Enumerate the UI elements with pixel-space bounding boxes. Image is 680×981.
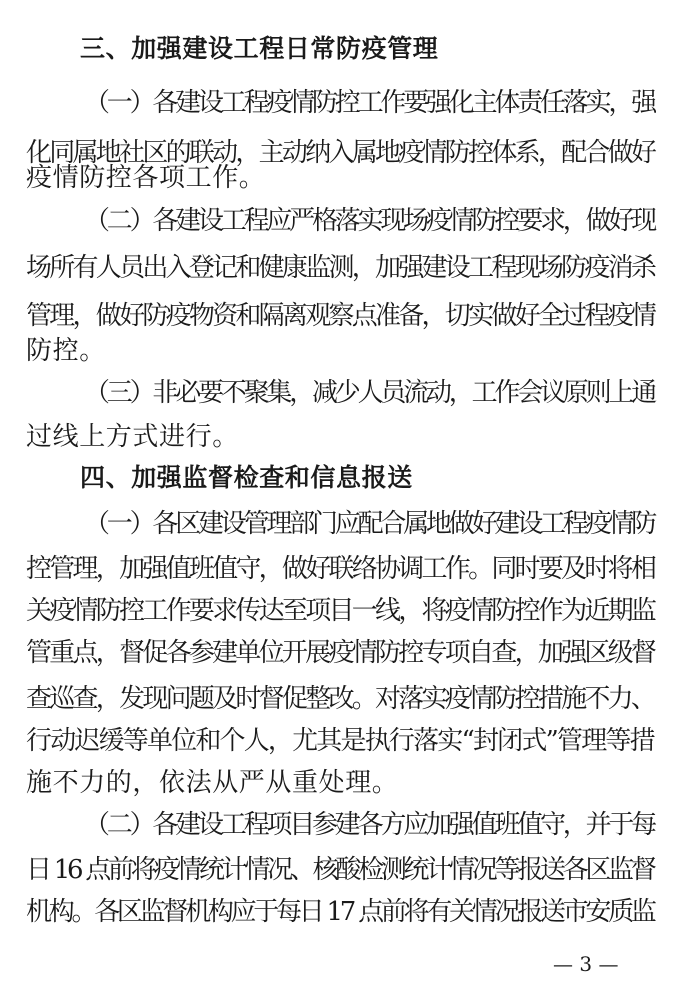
- paragraph-line: 施不力的，依法从严从重处理。: [26, 768, 399, 798]
- paragraph-line: （三）非必要不聚集，减少人员流动，工作会议原则上通: [84, 378, 655, 408]
- paragraph-line: 日 16 点前将疫情统计情况、核酸检测统计情况等报送各区监督: [26, 855, 654, 885]
- page-number: — 3 —: [553, 952, 619, 976]
- paragraph-line: （二）各建设工程应严格落实现场疫情防控要求，做好现: [84, 206, 655, 236]
- paragraph-line: 控管理，加强值班值守，做好联络协调工作。同时要及时将相: [26, 554, 655, 584]
- section-heading-4: 四、加强监督检查和信息报送: [80, 463, 413, 492]
- paragraph-line: 管理，做好防疫物资和隔离观察点准备，切实做好全过程疫情: [26, 301, 655, 331]
- paragraph-line: 过线上方式进行。: [26, 422, 239, 452]
- paragraph-line: （二）各建设工程项目参建各方应加强值班值守，并于每: [84, 810, 655, 840]
- paragraph-line: 场所有人员出入登记和健康监测，加强建设工程现场防疫消杀: [26, 253, 655, 283]
- paragraph-line: 管重点，督促各参建单位开展疫情防控专项自查，加强区级督: [26, 638, 655, 668]
- paragraph-line: 化同属地社区的联动，主动纳入属地疫情防控体系，配合做好: [26, 138, 655, 168]
- paragraph-line: 防控。: [26, 336, 106, 366]
- paragraph-line: 疫情防控各项工作。: [26, 163, 266, 193]
- section-heading-3: 三、加强建设工程日常防疫管理: [80, 34, 439, 63]
- paragraph-line: 行动迟缓等单位和个人，尤其是执行落实“封闭式”管理等措: [26, 726, 654, 756]
- paragraph-line: 机构。各区监督机构应于每日 17 点前将有关情况报送市安质监: [26, 897, 654, 927]
- paragraph-line: （一）各区建设管理部门应配合属地做好建设工程疫情防: [84, 509, 655, 539]
- paragraph-line: （一）各建设工程疫情防控工作要强化主体责任落实，强: [84, 88, 655, 118]
- paragraph-line: 关疫情防控工作要求传达至项目一线，将疫情防控作为近期监: [26, 596, 655, 626]
- paragraph-line: 查巡查，发现问题及时督促整改。对落实疫情防控措施不力、: [26, 684, 655, 714]
